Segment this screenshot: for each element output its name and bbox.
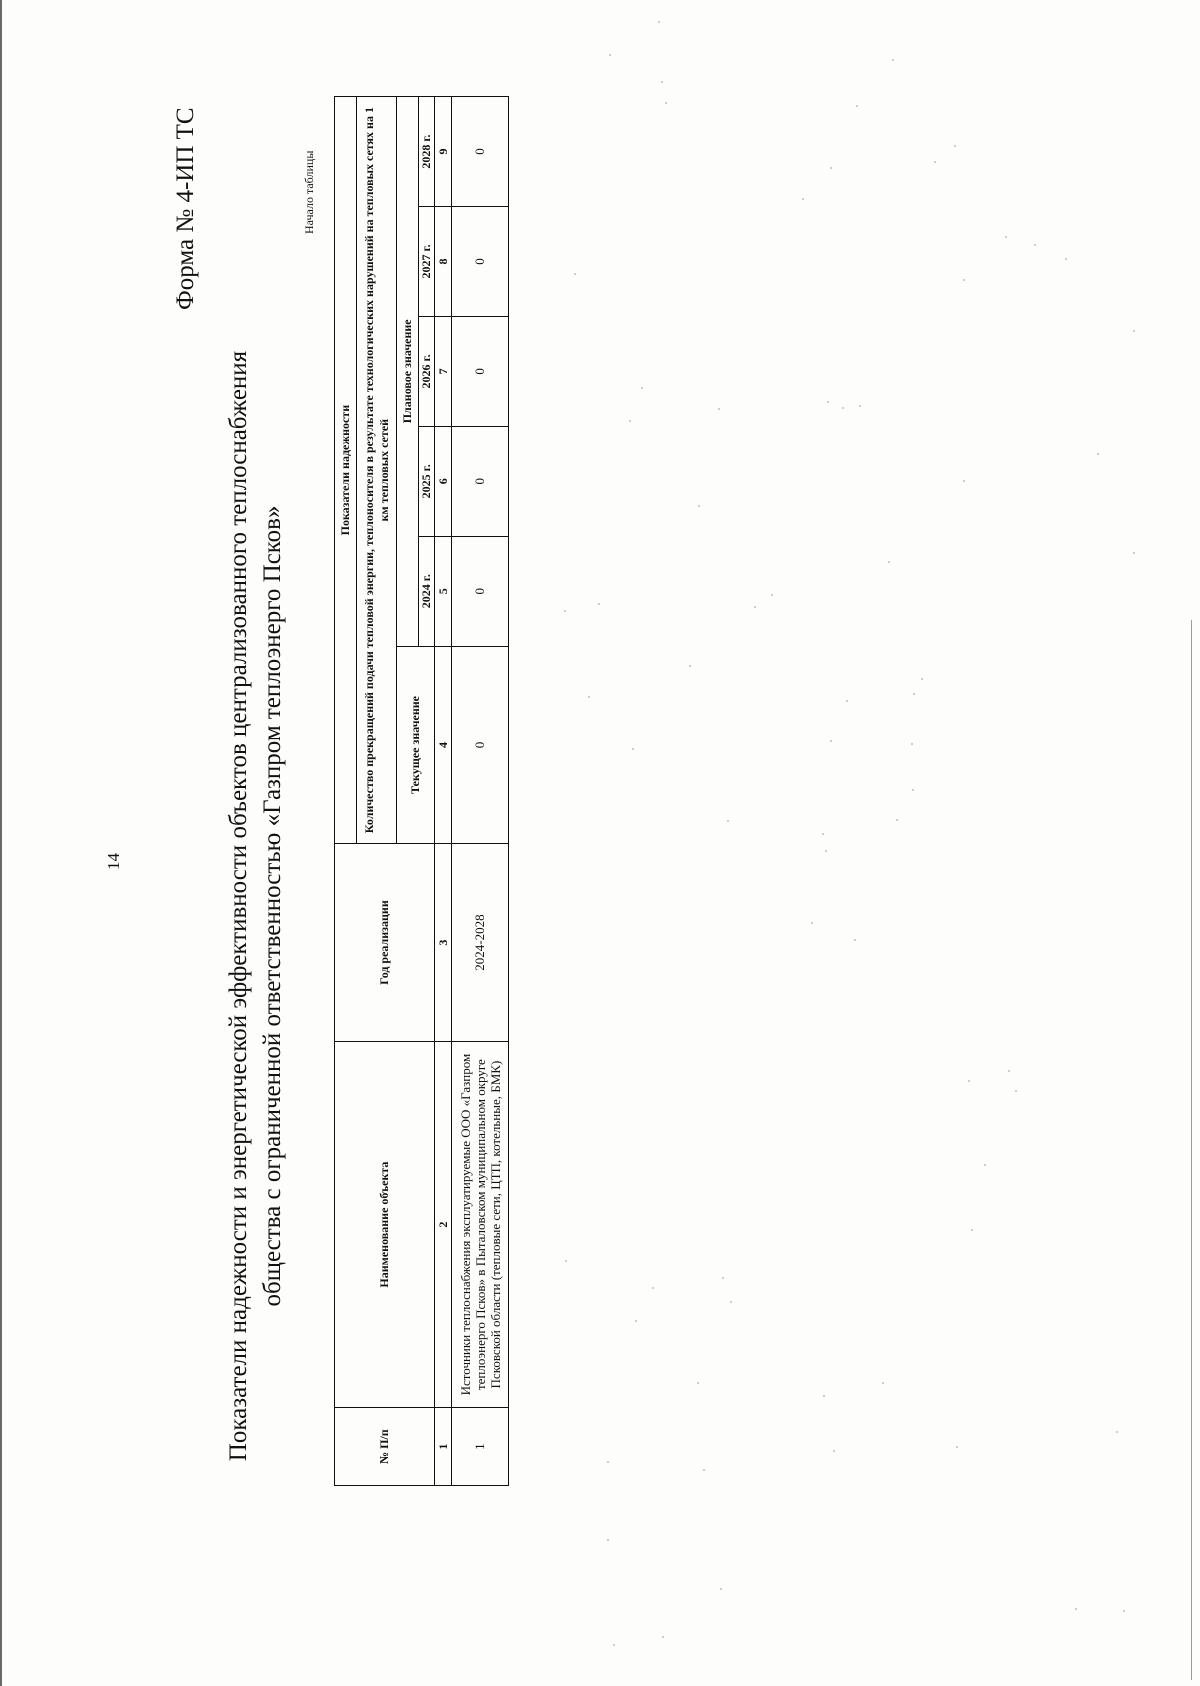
- page-number: 14: [104, 853, 123, 870]
- header-year-2024: 2024 г.: [419, 536, 435, 646]
- header-year-2026: 2026 г.: [419, 316, 435, 426]
- document-title: [222, 316, 290, 1496]
- header-year-2028: 2028 г.: [419, 97, 435, 207]
- header-year-2025: 2025 г.: [419, 426, 435, 536]
- planned-value-2028: 0: [452, 97, 509, 207]
- column-index: 4: [435, 646, 452, 844]
- header-year-2027: 2027 г.: [419, 207, 435, 317]
- table-caption: Начало таблицы: [302, 150, 316, 234]
- column-index: 2: [435, 1041, 452, 1407]
- planned-value-2025: 0: [452, 426, 509, 536]
- title-line-2: общества с ограниченной ответственностью «Газпром теплоэнерго Псков»: [259, 505, 286, 1307]
- planned-value-2027: 0: [452, 207, 509, 317]
- current-value: 0: [452, 646, 509, 844]
- header-planned: Плановое значение: [397, 97, 419, 647]
- column-index: 5: [435, 536, 452, 646]
- column-index: 1: [435, 1408, 452, 1486]
- planned-value-2024: 0: [452, 536, 509, 646]
- column-index: 8: [435, 207, 452, 317]
- object-name: Источники теплоснабжения эксплуатируемые ООО «Газпром теплоэнерго Псков» в Пыталовском муниципальном округе Псковской области (тепловые сети, ЦТП, котельные, БМК): [452, 1041, 509, 1407]
- header-current: Текущее значение: [397, 646, 435, 844]
- implementation-year: 2024-2028: [452, 844, 509, 1042]
- planned-value-2026: 0: [452, 316, 509, 426]
- header-year: Год реализации: [335, 844, 435, 1042]
- header-num: № П/п: [335, 1408, 435, 1486]
- header-indicator: Количество прекращений подачи тепловой энергии, теплоносителя в результате технологических нарушений на тепловых сетях на 1 км тепловых сетей: [357, 97, 397, 844]
- title-line-1: Показатели надежности и энергетической эффективности объектов централизованного теплоснабжения: [225, 350, 252, 1462]
- row-number: 1: [452, 1408, 509, 1486]
- column-index: 9: [435, 97, 452, 207]
- column-index-row: [435, 97, 452, 1486]
- table-row: [452, 97, 509, 1486]
- column-index: 3: [435, 844, 452, 1042]
- column-index: 7: [435, 316, 452, 426]
- header-reliability: Показатели надежности: [335, 97, 357, 844]
- reliability-table: [334, 96, 509, 1486]
- form-label: Форма № 4-ИП ТС: [172, 107, 199, 310]
- header-name: Наименование объекта: [335, 1041, 435, 1407]
- column-index: 6: [435, 426, 452, 536]
